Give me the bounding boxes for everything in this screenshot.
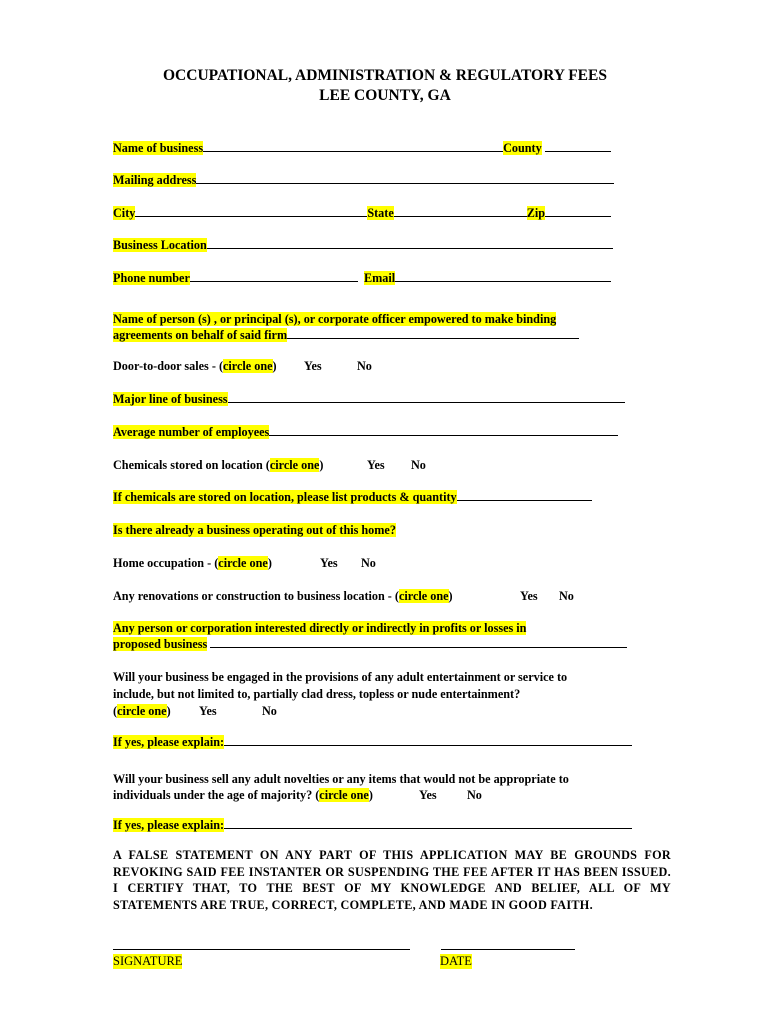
major-line-field[interactable]	[228, 391, 625, 403]
door-to-door-label: Door-to-door sales - (	[113, 359, 224, 373]
adult-entertainment-open: (	[113, 704, 118, 718]
home-occupation-row	[113, 555, 272, 571]
name-of-business-label: Name of business	[113, 141, 204, 155]
adult-entertainment-no[interactable]: No	[262, 704, 277, 718]
person-row-1	[113, 311, 556, 327]
city-state-zip-row	[113, 205, 611, 221]
interest-row-2	[113, 636, 627, 652]
renovations-close: )	[448, 589, 453, 603]
adult-entertainment-close: )	[166, 704, 171, 718]
form-title-line1: OCCUPATIONAL, ADMINISTRATION & REGULATORY FEES	[163, 67, 607, 84]
business-location-label: Business Location	[113, 238, 207, 252]
person-field[interactable]	[287, 327, 579, 339]
business-location-field[interactable]	[207, 237, 613, 249]
city-field[interactable]	[135, 205, 367, 217]
county-label: County	[503, 141, 542, 155]
interest-label-line1: Any person or corporation interested directly or indirectly in profits or losses in	[113, 621, 527, 635]
mailing-address-label: Mailing address	[113, 173, 197, 187]
chemicals-list-field[interactable]	[457, 489, 592, 501]
chemicals-circle-one: circle one	[269, 458, 320, 472]
signature-label: SIGNATURE	[113, 954, 183, 968]
zip-field[interactable]	[545, 205, 611, 217]
adult-entertainment-yes[interactable]: Yes	[199, 704, 217, 718]
adult-entertainment-line2: include, but not limited to, partially clad dress, topless or nude entertainment?	[113, 687, 521, 701]
novelties-no[interactable]: No	[467, 788, 482, 802]
form-title-line2: LEE COUNTY, GA	[319, 87, 451, 104]
home-occupation-label: Home occupation - (	[113, 556, 219, 570]
mailing-address-row	[113, 172, 614, 188]
renovations-circle-one: circle one	[398, 589, 449, 603]
existing-business-label: Is there already a business operating out of this home?	[113, 523, 396, 537]
explain-label-2: If yes, please explain:	[113, 818, 225, 832]
interest-field[interactable]	[210, 636, 627, 648]
avg-employees-field[interactable]	[269, 424, 618, 436]
door-to-door-row	[113, 358, 277, 374]
chemicals-list-row	[113, 489, 592, 505]
chemicals-row	[113, 457, 323, 473]
signature-line[interactable]	[113, 949, 410, 950]
novelties-close: )	[368, 788, 373, 802]
explain-label-1: If yes, please explain:	[113, 735, 225, 749]
adult-entertainment-line3	[113, 703, 171, 719]
novelties-line1: Will your business sell any adult novelties or any items that would not be appropriate to	[113, 772, 569, 786]
novelties-circle-one: circle one	[319, 788, 369, 802]
certification-statement: A FALSE STATEMENT ON ANY PART OF THIS APPLICATION MAY BE GROUNDS FOR REVOKING SAID FEE INSTANTER OR SUSPENDING THE FEE AFTER IT HAS BEEN ISSUED. I CERTIFY THAT, TO THE BEST OF MY KNOWLEDGE AND BELIEF, ALL OF MY STATEMENTS ARE TRUE, CORRECT, COMPLETE, AND MADE IN GOOD FAITH.	[113, 848, 671, 912]
novelties-line2	[113, 787, 373, 803]
renovations-row	[113, 588, 453, 604]
adult-entertainment-circle-one: circle one	[117, 704, 167, 718]
chemicals-label: Chemicals stored on location (	[113, 458, 270, 472]
door-to-door-no[interactable]: No	[357, 359, 372, 373]
novelties-yes[interactable]: Yes	[419, 788, 437, 802]
date-label: DATE	[440, 954, 472, 968]
chemicals-yes[interactable]: Yes	[367, 458, 385, 472]
home-occupation-yes[interactable]: Yes	[320, 556, 338, 570]
phone-number-label: Phone number	[113, 271, 190, 285]
chemicals-close: )	[319, 458, 324, 472]
major-line-label: Major line of business	[113, 392, 228, 406]
renovations-no[interactable]: No	[559, 589, 574, 603]
county-field[interactable]	[545, 140, 611, 152]
novelties-label: individuals under the age of majority? (	[113, 788, 320, 802]
email-field[interactable]	[395, 270, 611, 282]
phone-email-row	[113, 270, 611, 286]
avg-employees-row	[113, 424, 618, 440]
name-of-business-row	[113, 140, 611, 156]
person-label-line2: agreements on behalf of said firm	[113, 328, 288, 342]
door-to-door-circle-one: circle one	[223, 359, 273, 373]
major-line-row	[113, 391, 625, 407]
state-field[interactable]	[394, 205, 527, 217]
state-label: State	[367, 206, 394, 220]
door-to-door-close: )	[272, 359, 277, 373]
chemicals-no[interactable]: No	[411, 458, 426, 472]
renovations-yes[interactable]: Yes	[520, 589, 538, 603]
home-occupation-no[interactable]: No	[361, 556, 376, 570]
home-occupation-close: )	[267, 556, 272, 570]
explain-field-1[interactable]	[224, 734, 632, 746]
phone-number-field[interactable]	[190, 270, 358, 282]
mailing-address-field[interactable]	[196, 172, 614, 184]
explain-field-2[interactable]	[224, 817, 632, 829]
renovations-label: Any renovations or construction to business location - (	[113, 589, 399, 603]
chemicals-list-label: If chemicals are stored on location, please list products & quantity	[113, 490, 457, 504]
email-label: Email	[363, 271, 396, 285]
city-label: City	[113, 206, 136, 220]
avg-employees-label: Average number of employees	[113, 425, 270, 439]
explain-row-2	[113, 817, 632, 833]
zip-label: Zip	[526, 206, 546, 220]
adult-entertainment-line1: Will your business be engaged in the provisions of any adult entertainment or service to	[113, 670, 568, 684]
person-row-2	[113, 327, 579, 343]
person-label-line1: Name of person (s) , or principal (s), or corporate officer empowered to make binding	[113, 312, 557, 326]
name-of-business-field[interactable]	[203, 140, 503, 152]
home-occupation-circle-one: circle one	[218, 556, 268, 570]
existing-business-row	[113, 522, 396, 538]
business-location-row	[113, 237, 613, 253]
explain-row-1	[113, 734, 632, 750]
door-to-door-yes[interactable]: Yes	[304, 359, 322, 373]
interest-row-1	[113, 620, 526, 636]
interest-label-line2: proposed business	[113, 637, 208, 651]
date-line[interactable]	[441, 949, 575, 950]
